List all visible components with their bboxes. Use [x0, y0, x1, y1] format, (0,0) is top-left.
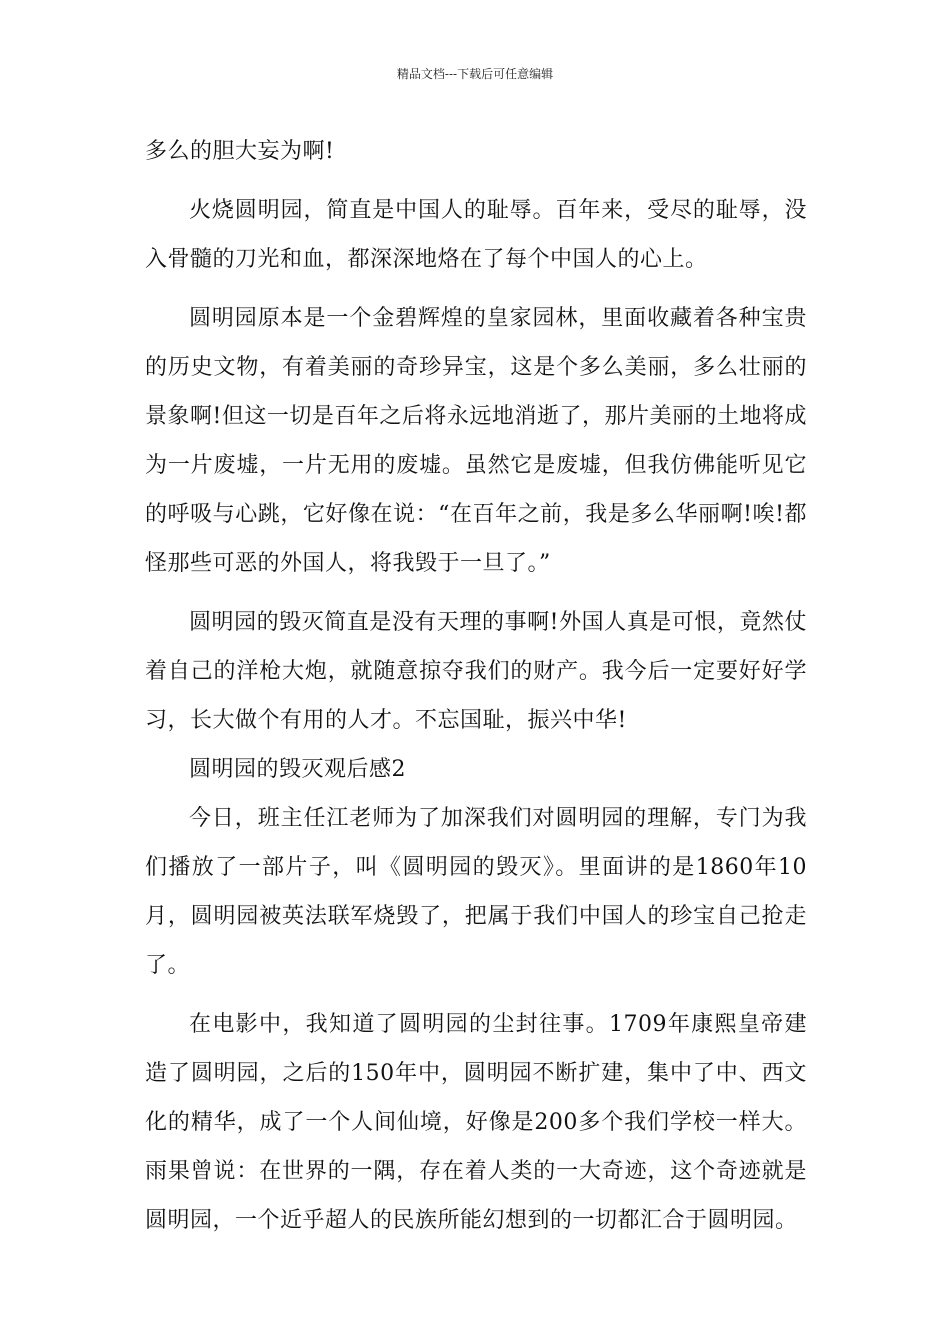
paragraph: 在电影中，我知道了圆明园的尘封往事。1709年康熙皇帝建造了圆明园，之后的150年中，圆明园不断扩建，集中了中、西文化的精华，成了一个人间仙境，好像是200多个我们学校一样大。雨果曾说：在世界的一隅，存在着人类的一大奇迹，这个奇迹就是圆明园，一个近乎超人的民族所能幻想到的一切都汇合于圆明园。	[145, 1012, 807, 1233]
page-header: 精品文档---下载后可任意编辑	[396, 67, 554, 81]
paragraph: 圆明园的毁灭简直是没有天理的事啊!外国人真是可恨，竟然仗着自己的洋枪大炮，就随意掠夺我们的财产。我今后一定要好好学习，长大做个有用的人才。不忘国耻，振兴中华!	[145, 610, 807, 733]
document-body	[145, 127, 807, 1245]
paragraph: 多么的胆大妄为啊!	[145, 139, 335, 164]
paragraph: 圆明园原本是一个金碧辉煌的皇家园林，里面收藏着各种宝贵的历史文物，有着美丽的奇珍异宝，这是个多么美丽，多么壮丽的景象啊!但这一切是百年之后将永远地消逝了，那片美丽的土地将成为一片废墟，一片无用的废墟。虽然它是废墟，但我仿佛能听见它的呼吸与心跳，它好像在说：“在百年之前，我是多么华丽啊!唉!都怪那些可恶的外国人，将我毁于一旦了。”	[145, 306, 807, 576]
section-heading: 圆明园的毁灭观后感2	[189, 757, 406, 782]
paragraph: 今日，班主任江老师为了加深我们对圆明园的理解，专门为我们播放了一部片子，叫《圆明园的毁灭》。里面讲的是1860年10月，圆明园被英法联军烧毁了，把属于我们中国人的珍宝自己抢走了。	[145, 806, 807, 978]
paragraph: 火烧圆明园，简直是中国人的耻辱。百年来，受尽的耻辱，没入骨髓的刀光和血，都深深地烙在了每个中国人的心上。	[145, 198, 807, 272]
